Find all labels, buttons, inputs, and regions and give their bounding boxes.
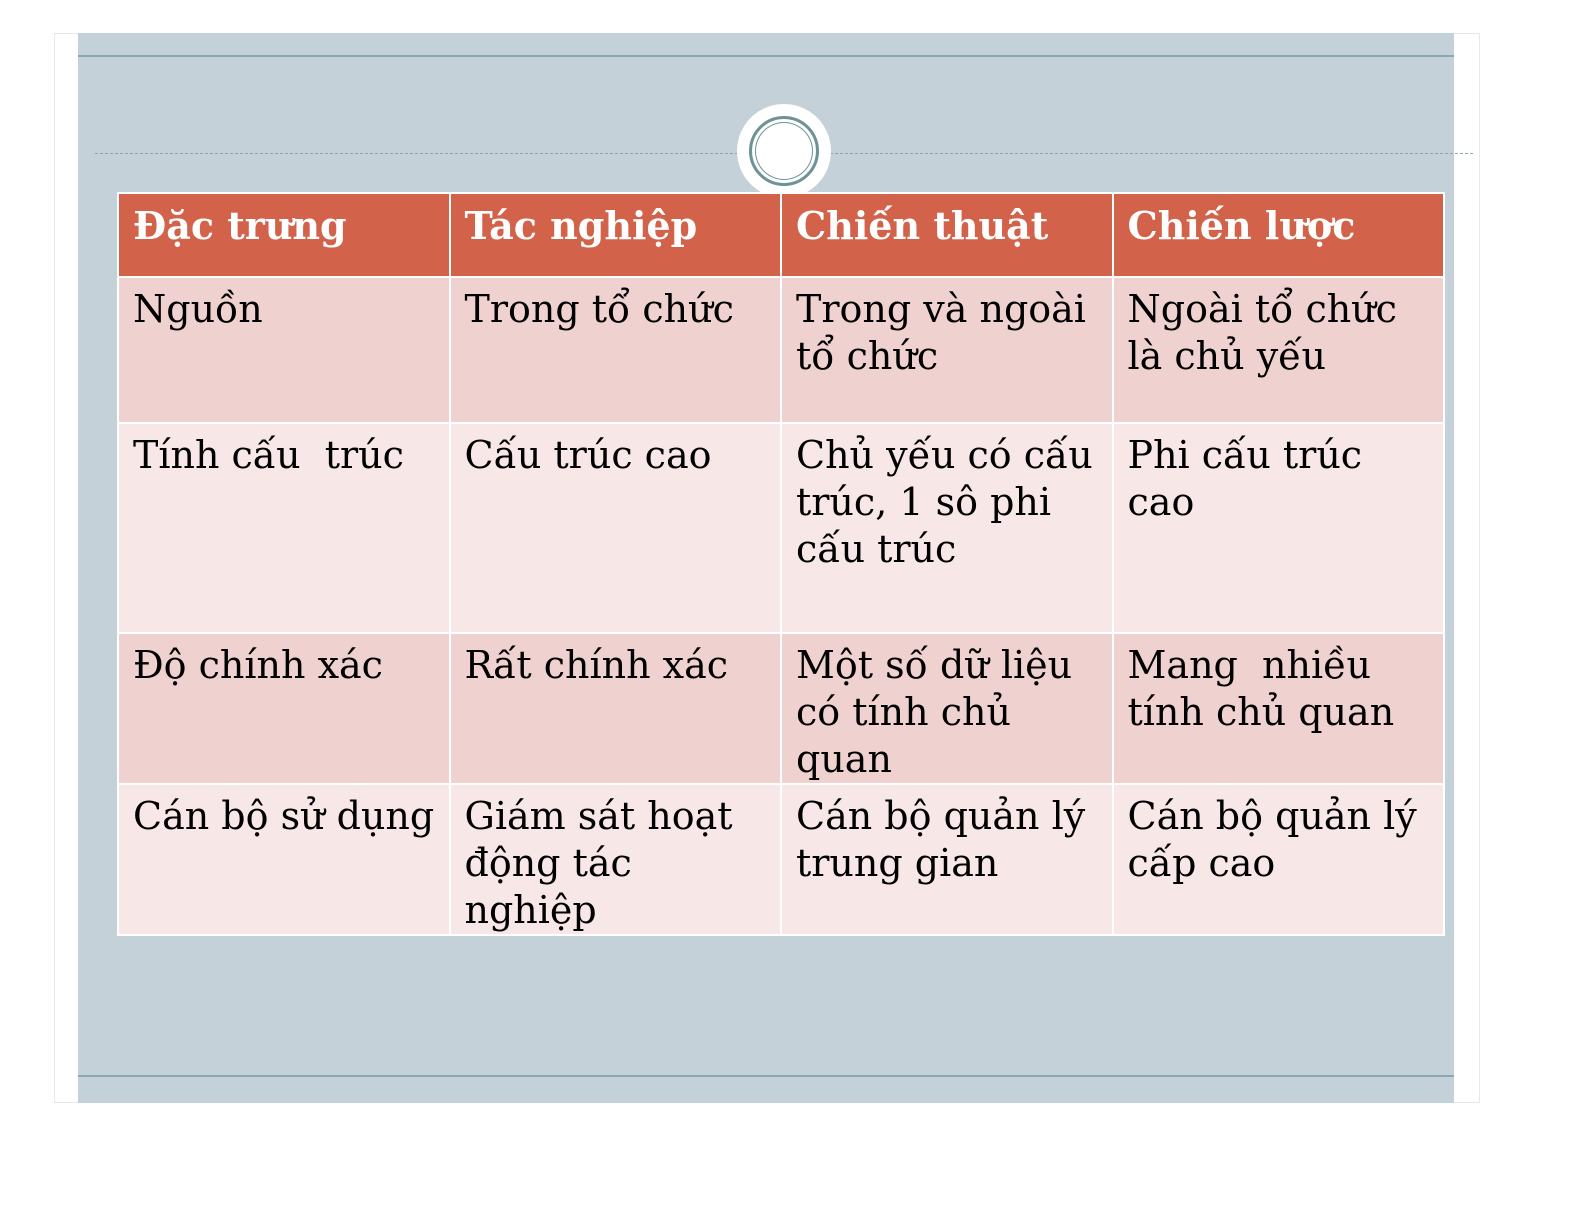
header-cell-tactical: Chiến thuật xyxy=(781,193,1113,277)
table-header-row xyxy=(118,193,1444,277)
table-row xyxy=(118,277,1444,423)
table-row xyxy=(118,784,1444,935)
table-row xyxy=(118,423,1444,633)
table-cell: Một số dữ liệu có tính chủ quan xyxy=(781,633,1113,784)
table-cell: Độ chính xác xyxy=(118,633,450,784)
slide-top-rule xyxy=(78,55,1454,57)
table-cell: Cán bộ quản lý cấp cao xyxy=(1113,784,1445,935)
table-cell: Rất chính xác xyxy=(450,633,782,784)
slide-bottom-rule xyxy=(78,1075,1454,1077)
header-cell-strategic: Chiến lược xyxy=(1113,193,1445,277)
table-cell: Giám sát hoạt động tác nghiệp xyxy=(450,784,782,935)
table-cell: Cán bộ quản lý trung gian xyxy=(781,784,1113,935)
table-cell: Cấu trúc cao xyxy=(450,423,782,633)
table-row xyxy=(118,633,1444,784)
table-cell: Chủ yếu có cấu trúc, 1 sô phi cấu trúc xyxy=(781,423,1113,633)
table-cell: Trong tổ chức xyxy=(450,277,782,423)
table-cell: Nguồn xyxy=(118,277,450,423)
table-cell: Ngoài tổ chức là chủ yếu xyxy=(1113,277,1445,423)
circle-ornament-icon xyxy=(737,104,831,198)
table-cell: Cán bộ sử dụng xyxy=(118,784,450,935)
table-cell: Phi cấu trúc cao xyxy=(1113,423,1445,633)
table-cell: Tính cấu trúc xyxy=(118,423,450,633)
table-cell: Mang nhiều tính chủ quan xyxy=(1113,633,1445,784)
double-ring-icon xyxy=(749,116,819,186)
table-cell: Trong và ngoài tổ chức xyxy=(781,277,1113,423)
header-cell-characteristic: Đặc trưng xyxy=(118,193,450,277)
comparison-table xyxy=(117,192,1445,936)
header-cell-operational: Tác nghiệp xyxy=(450,193,782,277)
